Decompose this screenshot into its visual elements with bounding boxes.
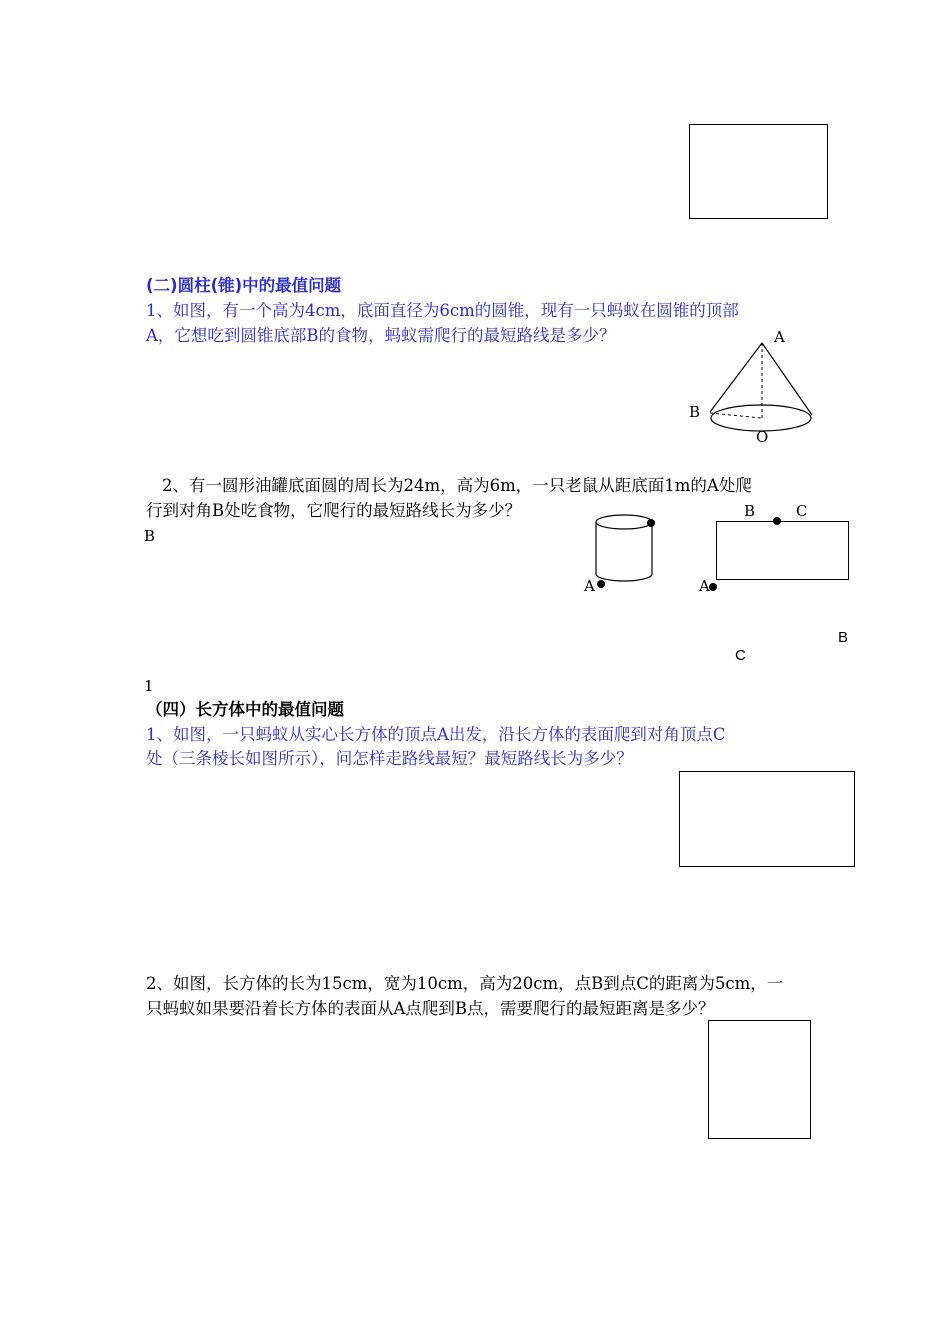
cuboid-question-1-line-2: 处（三条棱长如图所示），问怎样走路线最短？最短路线长为多少？ bbox=[146, 749, 633, 768]
unfolded-label-a: A bbox=[699, 577, 710, 595]
stray-label-b: B bbox=[838, 629, 849, 646]
section-heading-cylinder-cone: (二)圆柱(锥)中的最值问题 bbox=[146, 276, 342, 295]
figure-placeholder-cuboid-2 bbox=[708, 1020, 811, 1139]
cone-label-o: O bbox=[756, 428, 769, 446]
cuboid-question-2-line-2: 只蚂蚁如果要沿着长方体的表面从A点爬到B点，需要爬行的最短距离是多少？ bbox=[146, 999, 715, 1018]
cuboid-question-1-line-1: 1、如图，一只蚂蚁从实心长方体的顶点A出发，沿长方体的表面爬到对角顶点C bbox=[146, 725, 726, 744]
question-2-stray-b: B bbox=[144, 527, 156, 545]
cone-label-b: B bbox=[689, 403, 701, 421]
cone-label-a: A bbox=[774, 328, 785, 346]
figure-placeholder-cuboid-1 bbox=[679, 771, 855, 867]
page-number: 1 bbox=[144, 677, 154, 695]
stray-label-c: C bbox=[735, 647, 746, 664]
section-heading-cuboid: （四）长方体中的最值问题 bbox=[146, 700, 344, 719]
figure-placeholder-top bbox=[689, 124, 828, 219]
cylinder-label-a: A bbox=[584, 577, 595, 595]
unfolded-label-b: B bbox=[744, 502, 756, 520]
question-2-line-2: 行到对角B处吃食物，它爬行的最短路线长为多少？ bbox=[146, 501, 522, 520]
cylinder-figure bbox=[594, 512, 664, 587]
unfolded-points bbox=[700, 510, 800, 600]
cone-figure bbox=[700, 325, 820, 445]
question-1-line-2: A，它想吃到圆锥底部B的食物，蚂蚁需爬行的最短路线是多少？ bbox=[146, 326, 616, 345]
question-1-line-1: 1、如图，有一个高为4cm，底面直径为6cm的圆锥，现有一只蚂蚁在圆锥的顶部 bbox=[146, 301, 739, 320]
question-2-line-1: 2、有一圆形油罐底面圆的周长为24m，高为6m，一只老鼠从距底面1m的A处爬 bbox=[162, 476, 752, 495]
cuboid-question-2-line-1: 2、如图，长方体的长为15cm，宽为10cm，高为20cm，点B到点C的距离为5cm，一 bbox=[146, 974, 784, 993]
unfolded-label-c: C bbox=[796, 502, 808, 520]
